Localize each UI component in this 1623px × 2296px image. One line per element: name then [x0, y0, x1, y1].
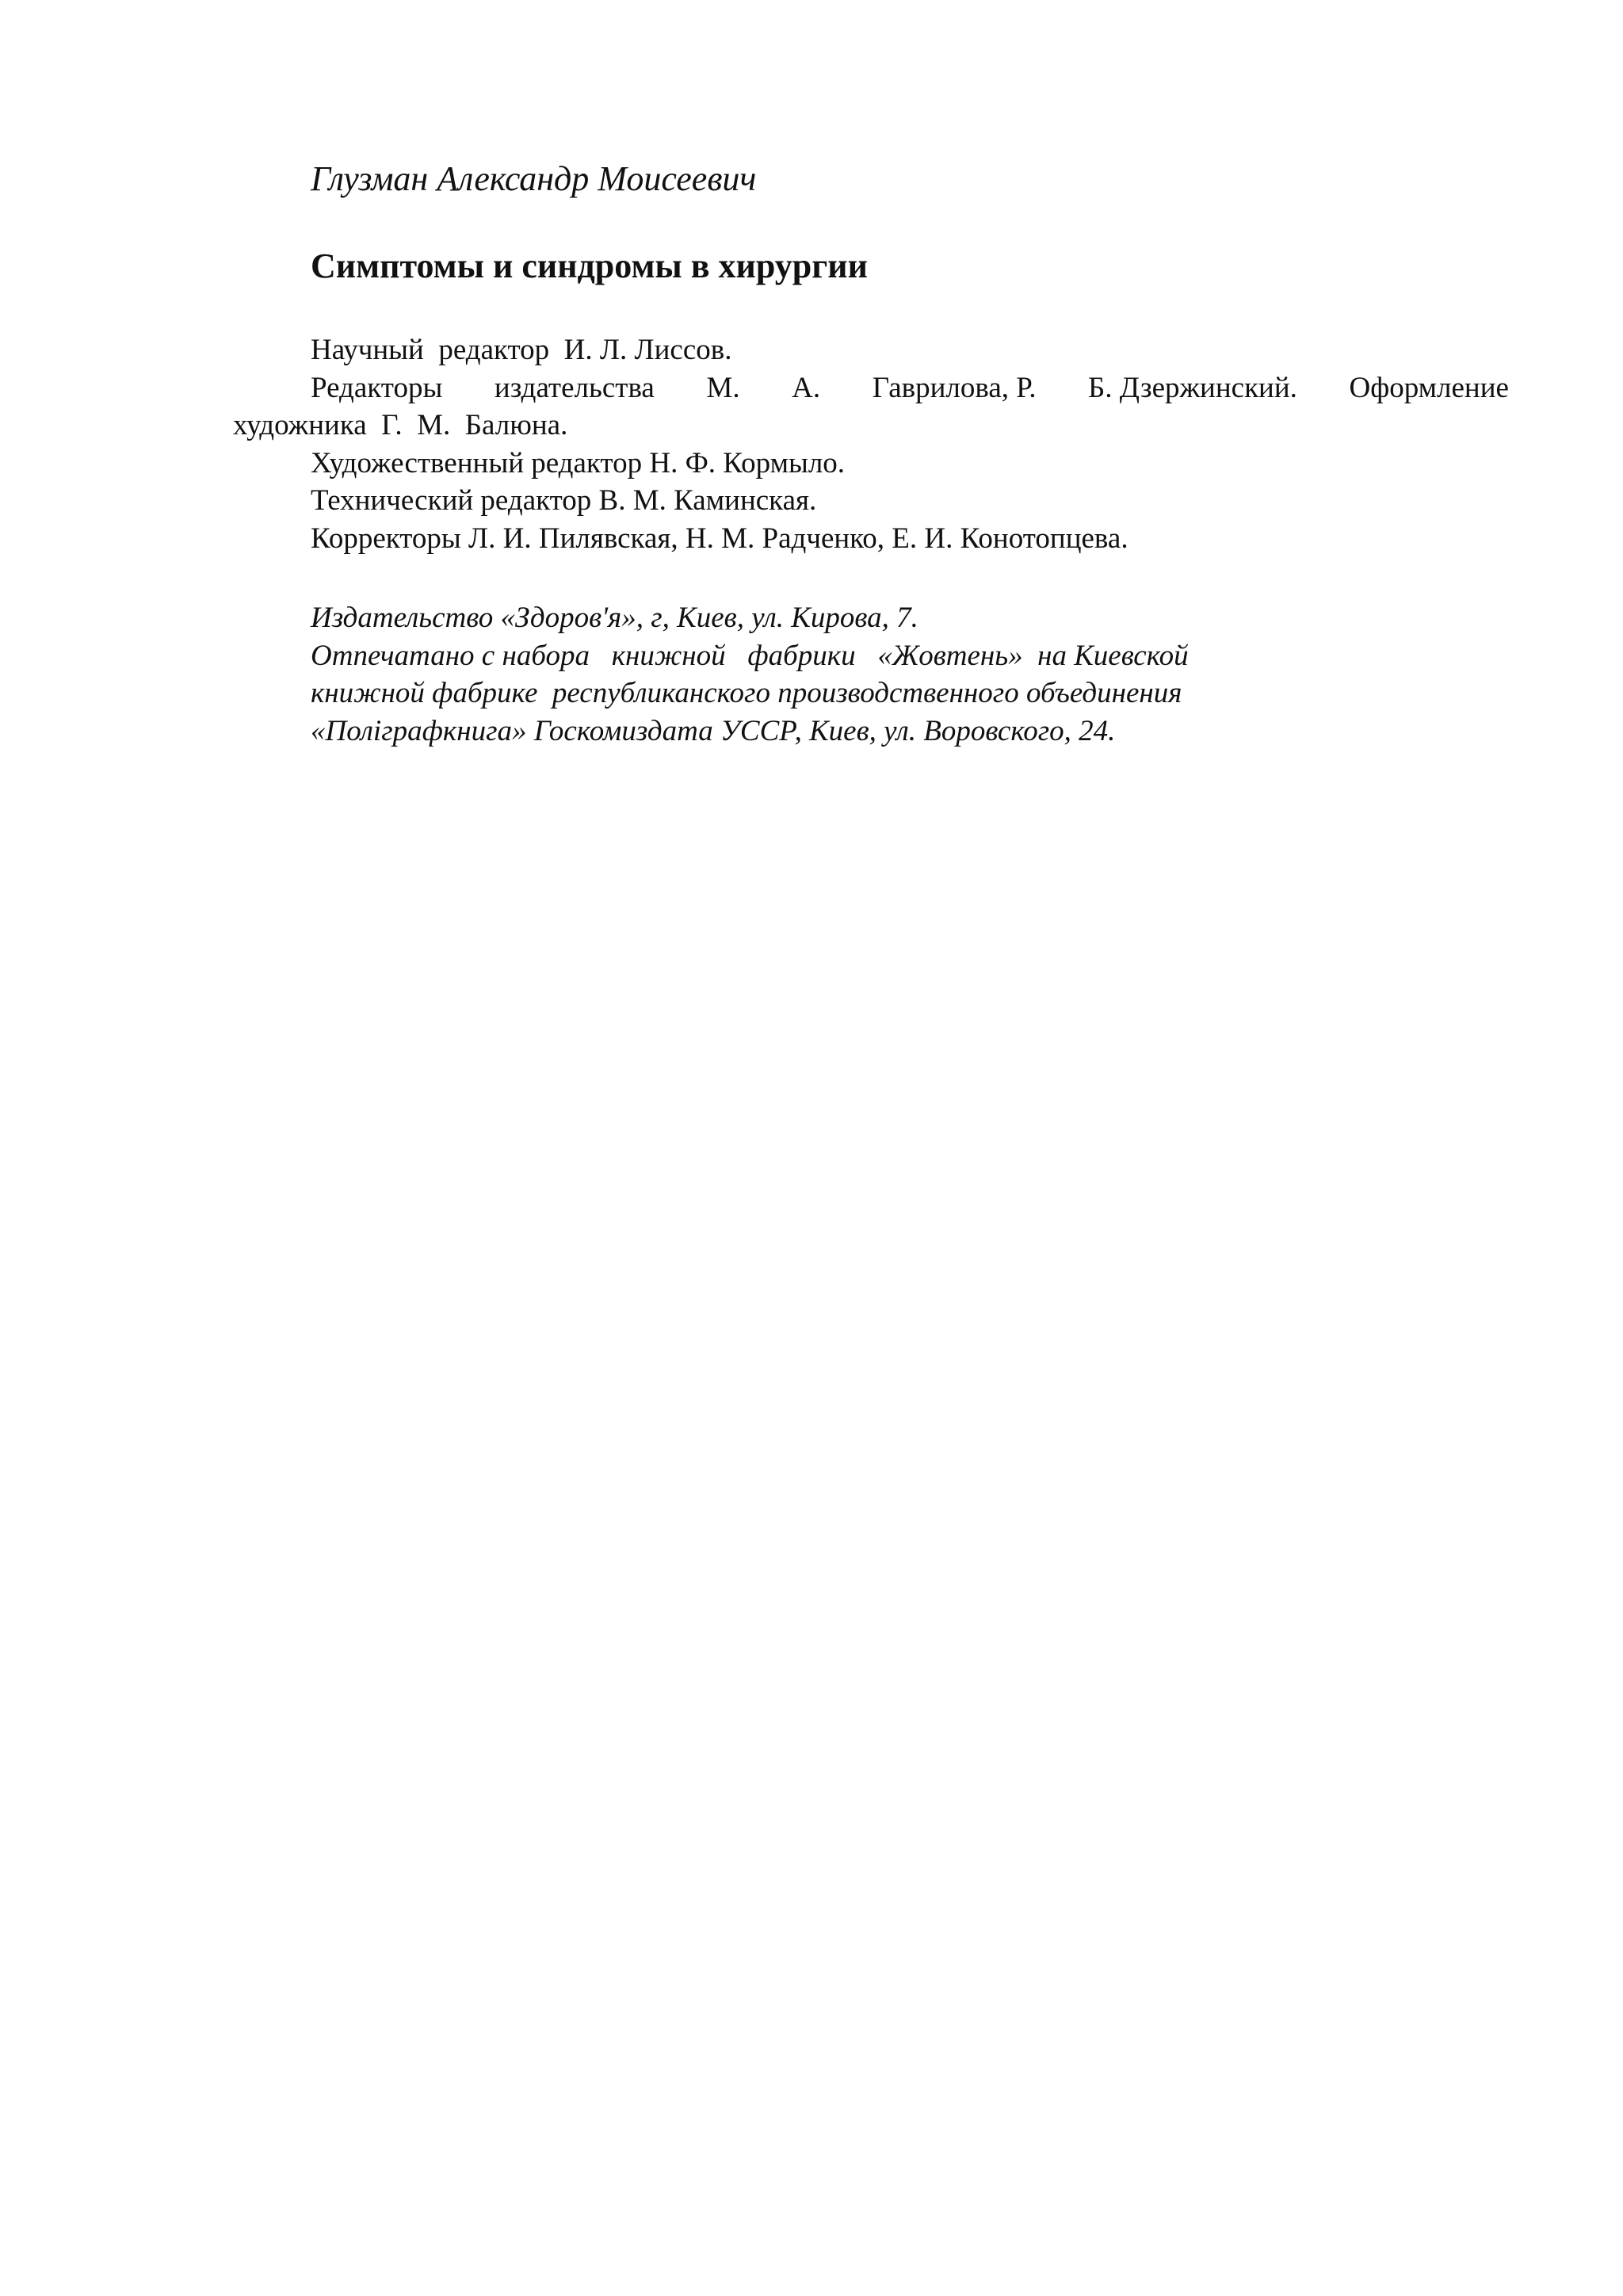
- author-name: Глузман Александр Моисеевич: [311, 159, 757, 198]
- proofreaders-line: Корректоры Л. И. Пилявская, Н. М. Радченко, Е. И. Конотопцева.: [311, 521, 1128, 555]
- imprint-line: Отпечатано с набора книжной фабрики «Жовтень» на Киевской: [311, 639, 1189, 672]
- word: М.: [706, 371, 740, 404]
- scientific-editor-line: Научный редактор И. Л. Лиссов.: [311, 334, 732, 366]
- credits-block: [233, 331, 1509, 557]
- imprint-line: книжной фабрике республиканского производственного объединения: [311, 677, 1182, 709]
- publishing-editors-justified: [311, 369, 1509, 407]
- imprint-line: Издательство «Здоров'я», г, Киев, ул. Кирова, 7.: [311, 602, 918, 634]
- tech-editor-line: Технический редактор В. М. Каминская.: [311, 484, 817, 517]
- art-editor-line: Художественный редактор Н. Ф. Кормыло.: [311, 446, 846, 479]
- publishing-editors-line: [233, 369, 1509, 407]
- word: Гаврилова, Р.: [872, 371, 1037, 404]
- imprint-block: [311, 599, 1189, 750]
- imprint-line: «Поліграфкнига» Госкомиздата УССР, Киев, ул. Воровского, 24.: [311, 714, 1116, 747]
- word: издательства: [494, 371, 655, 404]
- word: А.: [792, 371, 821, 404]
- book-title: Симптомы и синдромы в хирургии: [311, 246, 868, 285]
- word: Редакторы: [311, 371, 443, 404]
- publishing-editors-continuation: художника Г. М. Балюна.: [233, 409, 568, 441]
- word: Оформление: [1349, 371, 1509, 404]
- word: Б. Дзержинский.: [1088, 371, 1297, 404]
